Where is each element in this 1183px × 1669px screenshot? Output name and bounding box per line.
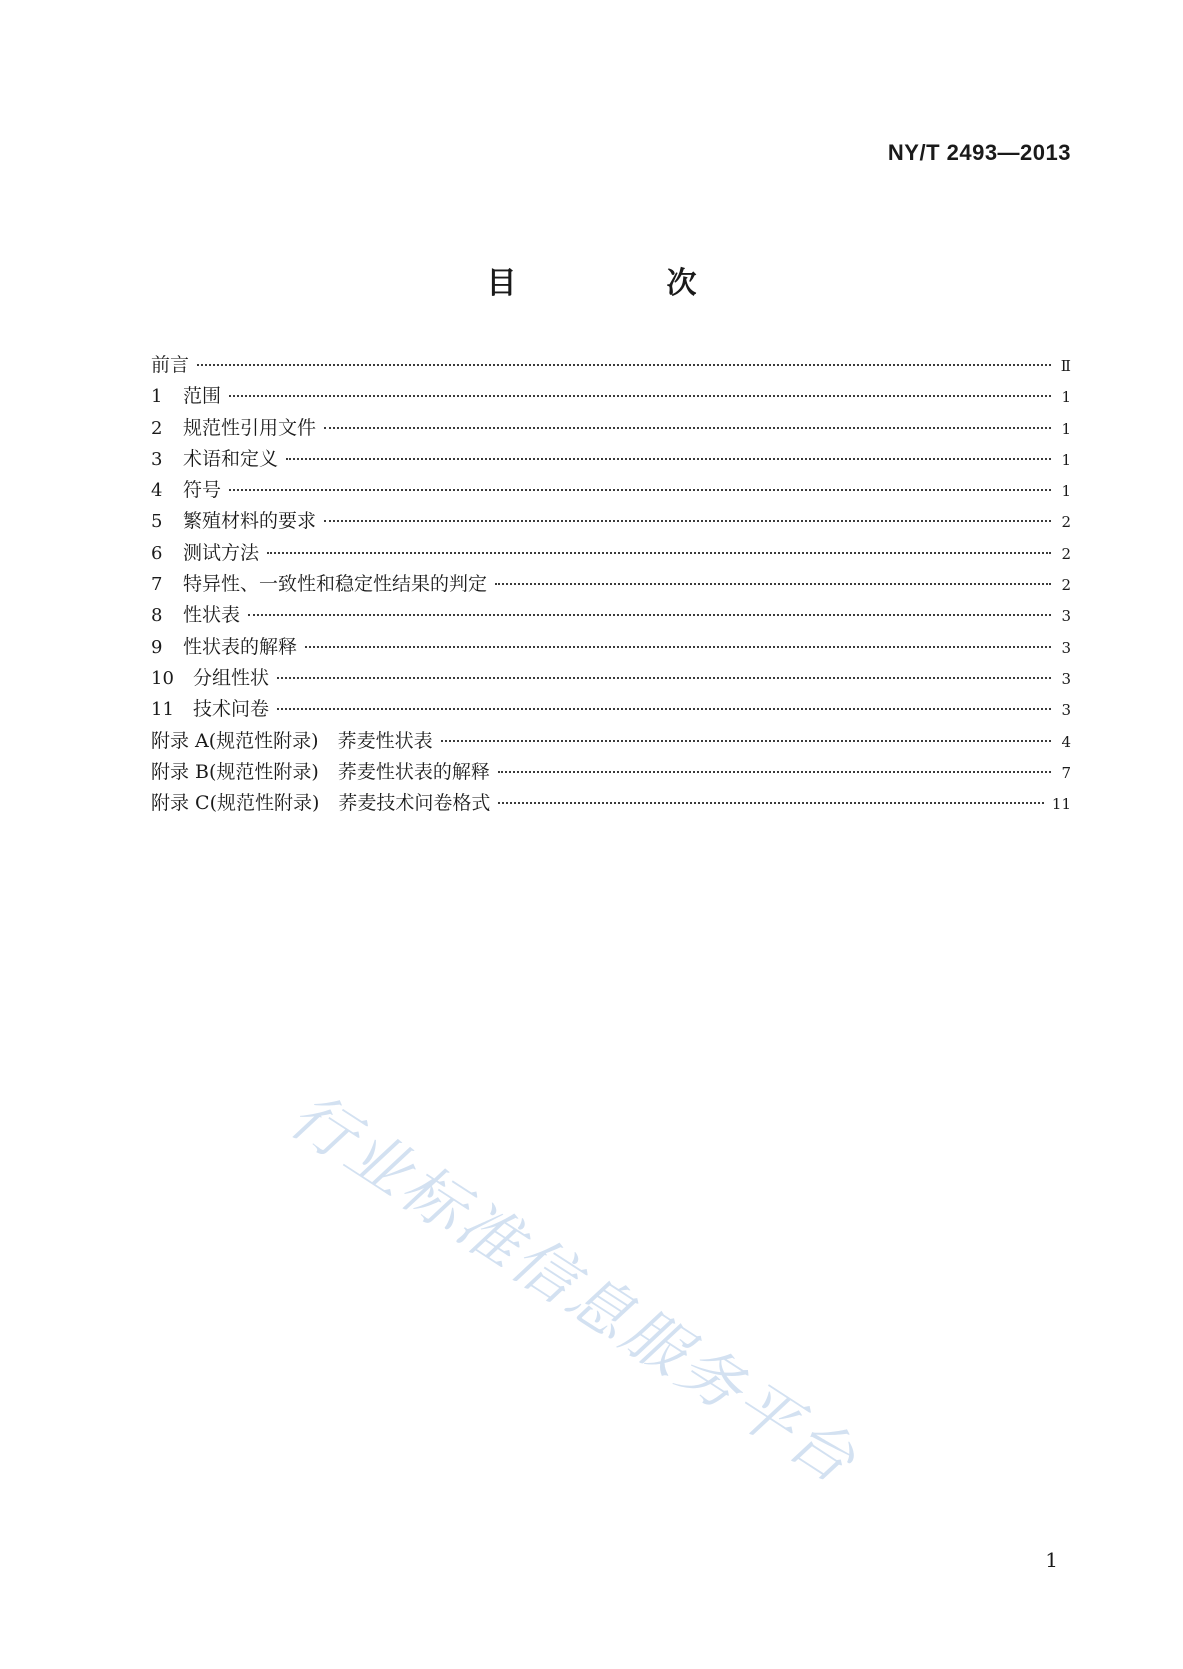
toc-item-3[interactable]: [151, 444, 1071, 475]
standard-code: NY/T 2493—2013: [887, 140, 1071, 165]
toc-item-label: 测试方法: [183, 541, 260, 564]
toc-item-label: 附录 C(规范性附录) 荞麦技术问卷格式: [151, 792, 491, 815]
toc-item-4[interactable]: [151, 475, 1071, 506]
toc-item-number: 9: [151, 636, 163, 658]
toc-item-appendix-c[interactable]: [151, 788, 1071, 819]
toc-item-page: 1: [1061, 419, 1071, 438]
dot-leader: [277, 677, 1051, 679]
dot-leader: [498, 771, 1051, 773]
toc-item-11[interactable]: [151, 694, 1071, 725]
toc-item-9[interactable]: [151, 632, 1071, 663]
toc-item-page: 3: [1061, 607, 1071, 626]
dot-leader: [197, 364, 1051, 366]
page-number: 1: [1045, 1548, 1058, 1572]
toc-item-label: 规范性引用文件: [183, 416, 317, 439]
dot-leader: [286, 458, 1051, 460]
toc-item-page: Ⅱ: [1060, 357, 1071, 375]
toc-item-page: 3: [1061, 638, 1071, 657]
toc-item-number: 1: [151, 386, 163, 408]
toc-item-number: 5: [151, 511, 163, 533]
toc-item-page: 7: [1061, 763, 1071, 782]
toc-item-label: 符号: [183, 479, 222, 502]
toc-item-label: 分组性状: [193, 666, 270, 689]
toc-item-label: 性状表的解释: [183, 635, 298, 658]
toc-item-7[interactable]: [151, 569, 1071, 600]
toc-item-6[interactable]: [151, 538, 1071, 569]
toc-item-number: 10: [151, 667, 174, 689]
toc-item-number: 8: [151, 605, 163, 627]
toc-item-8[interactable]: [151, 600, 1071, 631]
toc-title: 目 次: [486, 266, 757, 301]
toc-item-label: 附录 A(规范性附录) 荞麦性状表: [151, 729, 433, 752]
toc-item-2[interactable]: [151, 413, 1071, 444]
dot-leader: [498, 802, 1044, 804]
toc-item-page: 3: [1061, 701, 1071, 720]
toc-item-number: 3: [151, 448, 163, 470]
dot-leader: [324, 427, 1051, 429]
dot-leader: [267, 552, 1051, 554]
dot-leader: [305, 646, 1051, 648]
toc-item-page: 3: [1061, 669, 1071, 688]
toc-item-page: 2: [1061, 544, 1071, 563]
toc-item-page: 4: [1061, 732, 1071, 751]
toc-item-10[interactable]: [151, 663, 1071, 694]
toc-item-appendix-b[interactable]: [151, 757, 1071, 788]
dot-leader: [441, 740, 1051, 742]
dot-leader: [324, 520, 1051, 522]
toc-item-label: 前言: [151, 354, 190, 376]
toc-item-label: 附录 B(规范性附录) 荞麦性状表的解释: [151, 760, 490, 783]
toc-item-appendix-a[interactable]: [151, 726, 1071, 757]
toc-item-label: 范围: [183, 385, 222, 408]
toc-item-1[interactable]: [151, 381, 1071, 412]
toc-item-page: 11: [1051, 795, 1071, 814]
toc-item-number: 6: [151, 542, 163, 564]
toc-item-label: 特异性、一致性和稳定性结果的判定: [183, 573, 488, 596]
dot-leader: [277, 708, 1051, 710]
toc-item-number: 4: [151, 480, 163, 502]
dot-leader: [495, 583, 1051, 585]
toc-item-page: 2: [1061, 576, 1071, 595]
toc-item-page: 2: [1061, 513, 1071, 532]
toc-item-label: 性状表: [183, 604, 241, 627]
toc-item-label: 技术问卷: [193, 698, 270, 721]
toc-item-page: 1: [1061, 450, 1071, 469]
toc-item-label: 术语和定义: [183, 447, 279, 470]
toc-item-page: 1: [1061, 482, 1071, 501]
toc-item-foreword[interactable]: [151, 350, 1071, 381]
dot-leader: [248, 614, 1051, 616]
toc-item-5[interactable]: [151, 506, 1071, 537]
watermark: 行业标准信息服务平台: [277, 1078, 871, 1499]
toc-item-number: 11: [151, 699, 174, 721]
toc-item-number: 2: [151, 417, 163, 439]
dot-leader: [229, 489, 1051, 491]
toc-item-number: 7: [151, 574, 163, 596]
table-of-contents: [151, 350, 1071, 819]
toc-item-label: 繁殖材料的要求: [183, 510, 317, 533]
toc-item-page: 1: [1061, 388, 1071, 407]
dot-leader: [229, 395, 1051, 397]
